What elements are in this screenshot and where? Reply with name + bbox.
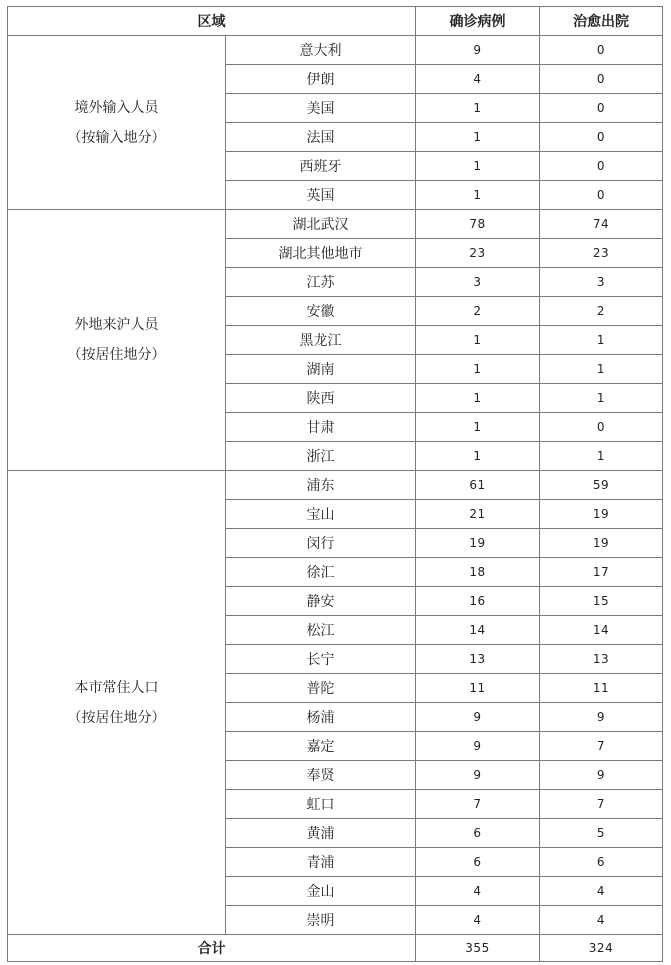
- confirmed-cell: 1: [416, 355, 540, 384]
- group-label: 境外输入人员: [74, 99, 159, 116]
- confirmed-cell: 23: [416, 239, 540, 268]
- recovered-cell: 23: [540, 239, 663, 268]
- place-cell: 崇明: [226, 906, 416, 935]
- confirmed-cell: 78: [416, 210, 540, 239]
- confirmed-cell: 9: [416, 36, 540, 65]
- confirmed-cell: 2: [416, 297, 540, 326]
- place-cell: 松江: [226, 616, 416, 645]
- group-label-cell: [8, 471, 226, 935]
- header-recovered: 治愈出院: [540, 7, 663, 36]
- recovered-cell: 0: [540, 65, 663, 94]
- table-row: [8, 210, 663, 239]
- recovered-cell: 0: [540, 123, 663, 152]
- confirmed-cell: 1: [416, 326, 540, 355]
- confirmed-cell: 7: [416, 790, 540, 819]
- place-cell: 黄浦: [226, 819, 416, 848]
- group-sublabel: （按输入地分）: [67, 129, 166, 146]
- total-confirmed: 355: [416, 935, 540, 962]
- place-cell: 甘肃: [226, 413, 416, 442]
- confirmed-cell: 1: [416, 384, 540, 413]
- recovered-cell: 4: [540, 906, 663, 935]
- confirmed-cell: 4: [416, 906, 540, 935]
- recovered-cell: 0: [540, 413, 663, 442]
- place-cell: 湖北其他地市: [226, 239, 416, 268]
- place-cell: 湖南: [226, 355, 416, 384]
- table-row: [8, 36, 663, 65]
- table-header-row: [8, 7, 663, 36]
- case-statistics-table: [7, 6, 663, 962]
- place-cell: 青浦: [226, 848, 416, 877]
- recovered-cell: 15: [540, 587, 663, 616]
- place-cell: 长宁: [226, 645, 416, 674]
- place-cell: 湖北武汉: [226, 210, 416, 239]
- recovered-cell: 5: [540, 819, 663, 848]
- group-label-cell: [8, 36, 226, 210]
- table-row: [8, 471, 663, 500]
- place-cell: 美国: [226, 94, 416, 123]
- place-cell: 金山: [226, 877, 416, 906]
- case-table-container: [7, 6, 663, 962]
- confirmed-cell: 6: [416, 819, 540, 848]
- confirmed-cell: 1: [416, 123, 540, 152]
- confirmed-cell: 1: [416, 152, 540, 181]
- place-cell: 英国: [226, 181, 416, 210]
- recovered-cell: 11: [540, 674, 663, 703]
- place-cell: 江苏: [226, 268, 416, 297]
- confirmed-cell: 1: [416, 181, 540, 210]
- confirmed-cell: 9: [416, 703, 540, 732]
- confirmed-cell: 18: [416, 558, 540, 587]
- group-label: 本市常住人口: [74, 679, 159, 696]
- recovered-cell: 0: [540, 36, 663, 65]
- recovered-cell: 59: [540, 471, 663, 500]
- confirmed-cell: 1: [416, 413, 540, 442]
- confirmed-cell: 4: [416, 877, 540, 906]
- place-cell: 奉贤: [226, 761, 416, 790]
- place-cell: 法国: [226, 123, 416, 152]
- confirmed-cell: 13: [416, 645, 540, 674]
- place-cell: 陕西: [226, 384, 416, 413]
- confirmed-cell: 1: [416, 94, 540, 123]
- recovered-cell: 19: [540, 500, 663, 529]
- recovered-cell: 0: [540, 94, 663, 123]
- header-confirmed: 确诊病例: [416, 7, 540, 36]
- recovered-cell: 9: [540, 761, 663, 790]
- group-sublabel: （按居住地分）: [67, 347, 166, 363]
- place-cell: 伊朗: [226, 65, 416, 94]
- confirmed-cell: 1: [416, 442, 540, 471]
- confirmed-cell: 6: [416, 848, 540, 877]
- recovered-cell: 6: [540, 848, 663, 877]
- group-label: 外地来沪人员: [74, 317, 159, 333]
- confirmed-cell: 19: [416, 529, 540, 558]
- recovered-cell: 4: [540, 877, 663, 906]
- place-cell: 意大利: [226, 36, 416, 65]
- recovered-cell: 0: [540, 181, 663, 210]
- recovered-cell: 13: [540, 645, 663, 674]
- place-cell: 闵行: [226, 529, 416, 558]
- place-cell: 杨浦: [226, 703, 416, 732]
- header-region: 区域: [8, 7, 416, 36]
- total-label: 合计: [8, 935, 416, 962]
- place-cell: 浙江: [226, 442, 416, 471]
- group-sublabel: （按居住地分）: [67, 709, 166, 726]
- recovered-cell: 1: [540, 442, 663, 471]
- recovered-cell: 9: [540, 703, 663, 732]
- recovered-cell: 17: [540, 558, 663, 587]
- place-cell: 黑龙江: [226, 326, 416, 355]
- place-cell: 嘉定: [226, 732, 416, 761]
- place-cell: 宝山: [226, 500, 416, 529]
- recovered-cell: 7: [540, 790, 663, 819]
- place-cell: 徐汇: [226, 558, 416, 587]
- group-label-cell: [8, 210, 226, 471]
- recovered-cell: 19: [540, 529, 663, 558]
- recovered-cell: 1: [540, 355, 663, 384]
- confirmed-cell: 14: [416, 616, 540, 645]
- recovered-cell: 2: [540, 297, 663, 326]
- total-row: [8, 935, 663, 962]
- confirmed-cell: 16: [416, 587, 540, 616]
- place-cell: 静安: [226, 587, 416, 616]
- table-body: [8, 36, 663, 935]
- confirmed-cell: 9: [416, 761, 540, 790]
- place-cell: 普陀: [226, 674, 416, 703]
- recovered-cell: 1: [540, 326, 663, 355]
- place-cell: 虹口: [226, 790, 416, 819]
- recovered-cell: 7: [540, 732, 663, 761]
- confirmed-cell: 3: [416, 268, 540, 297]
- recovered-cell: 3: [540, 268, 663, 297]
- place-cell: 西班牙: [226, 152, 416, 181]
- place-cell: 安徽: [226, 297, 416, 326]
- confirmed-cell: 4: [416, 65, 540, 94]
- recovered-cell: 74: [540, 210, 663, 239]
- confirmed-cell: 61: [416, 471, 540, 500]
- confirmed-cell: 9: [416, 732, 540, 761]
- confirmed-cell: 21: [416, 500, 540, 529]
- place-cell: 浦东: [226, 471, 416, 500]
- recovered-cell: 0: [540, 152, 663, 181]
- total-recovered: 324: [540, 935, 663, 962]
- recovered-cell: 1: [540, 384, 663, 413]
- confirmed-cell: 11: [416, 674, 540, 703]
- recovered-cell: 14: [540, 616, 663, 645]
